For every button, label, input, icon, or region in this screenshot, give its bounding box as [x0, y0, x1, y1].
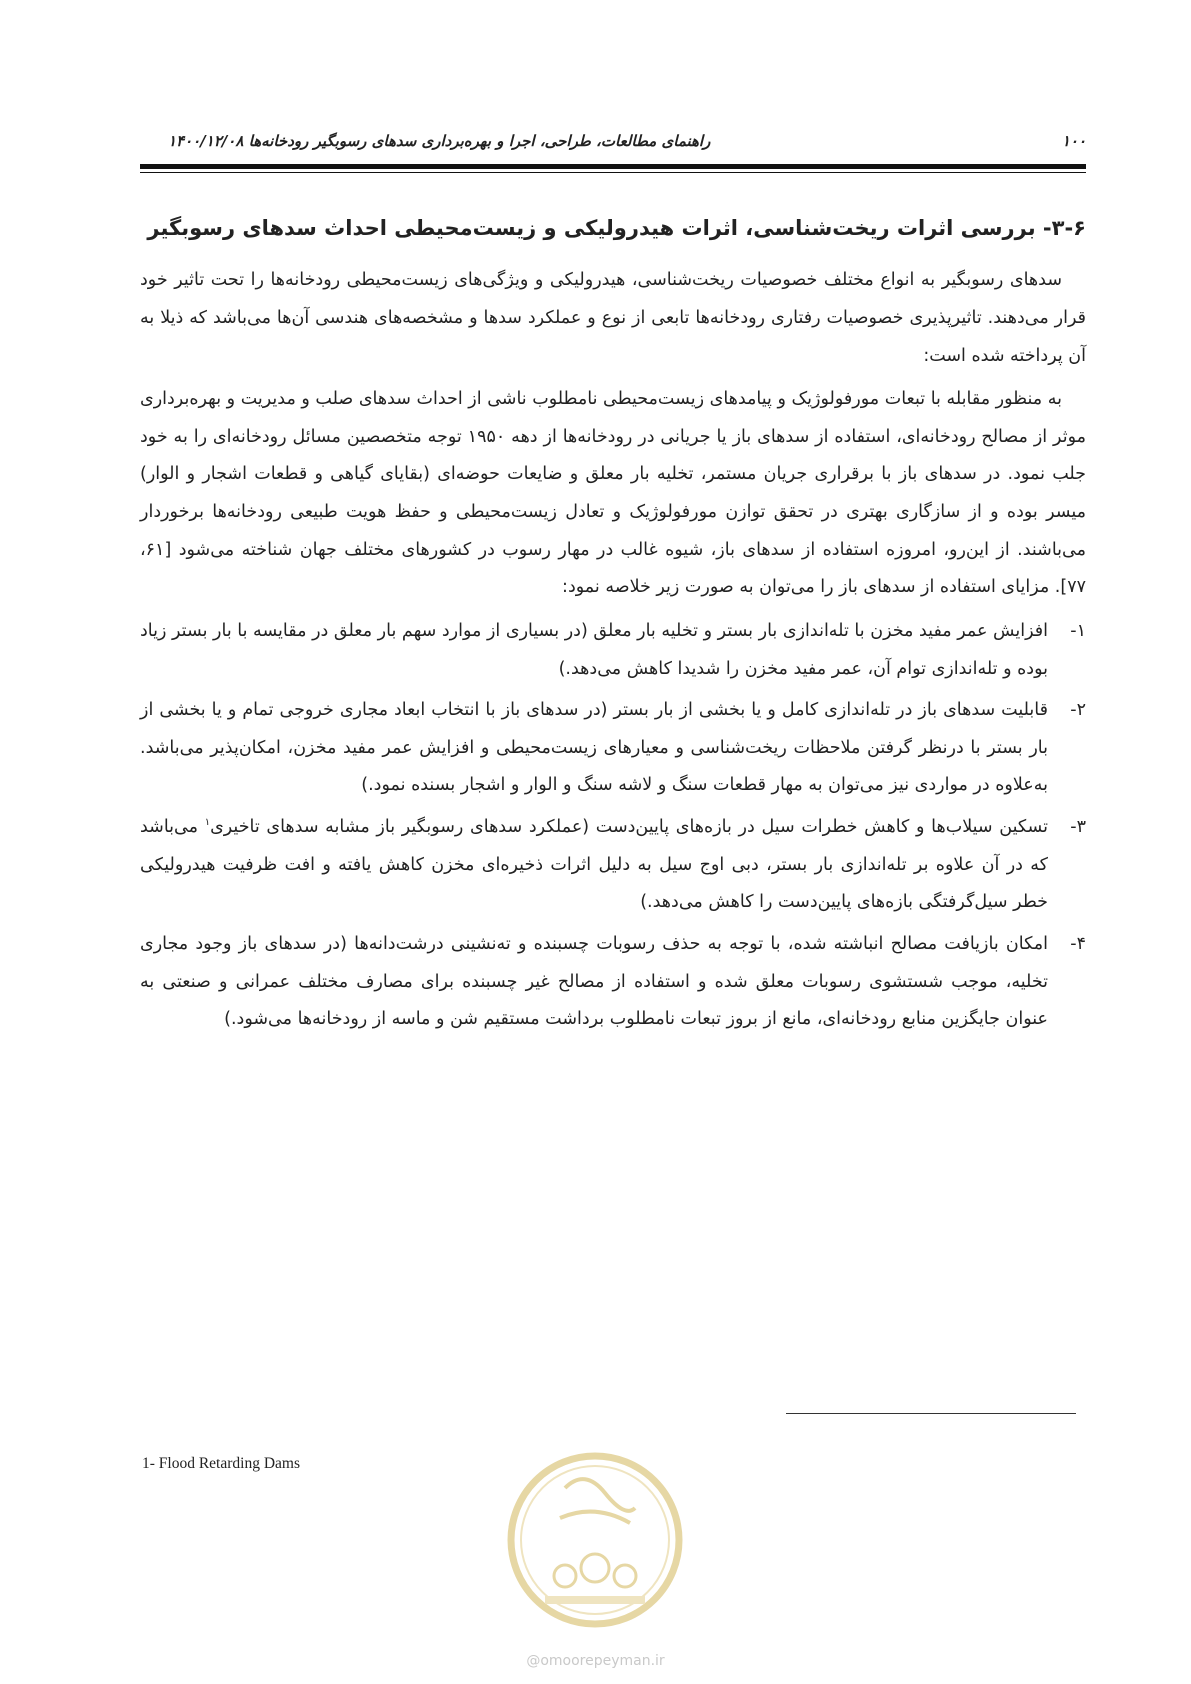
list-item-number: ۳-	[1070, 817, 1086, 838]
list-item-number: ۱-	[1070, 620, 1086, 641]
list-item	[140, 809, 1086, 922]
footnote-reference[interactable]: ۱	[204, 817, 211, 829]
list-item	[140, 613, 1086, 688]
header-rule-thick	[140, 164, 1086, 169]
list-item	[140, 926, 1086, 1039]
list-item-text: امکان بازیافت مصالح انباشته شده، با توجه به حذف رسوبات چسبنده و ته‌نشینی درشت‌دانه‌ها (در سدهای باز وجود مجاری تخلیه، موجب شستشوی رسوبات معلق شده و استفاده از مصالح غیر چسبنده برای مصارف مختلف عمرانی و صنعتی به عنوان جایگزین منابع رودخانه‌ای، مانع از بروز تبعات نامطلوب برداشت مستقیم شن و ماسه از رودخانه‌ها می‌شود.)	[140, 933, 1048, 1030]
paragraph-open-dams: به منظور مقابله با تبعات مورفولوژیک و پیامدهای زیست‌محیطی نامطلوب ناشی از احداث سدهای صلب و مدیریت و بهره‌برداری موثر از مصالح رودخانه‌ای، استفاده از سدهای باز یا جریانی در رودخانه‌ها از دهه ۱۹۵۰ توجه متخصصین مسائل رودخانه‌ای را به خود جلب نمود. در سدهای باز با برقراری جریان مستمر، تخلیه بار معلق و ضایعات حوضه‌ای (بقایای گیاهی و قطعات اشجار و الوار) میسر بوده و از سازگاری بهتری در تحقق توازن مورفولوژیک و تعادل زیست‌محیطی و حفظ هویت طبیعی رودخانه‌ها برخوردار می‌باشند. از این‌رو، امروزه استفاده از سدهای باز، شیوه غالب در مهار رسوب در کشورهای مختلف جهان شناخته می‌شود [۶۱، ۷۷]. مزایای استفاده از سدهای باز را می‌توان به صورت زیر خلاصه نمود:	[140, 389, 1086, 598]
list-item-text: قابلیت سدهای باز در تله‌اندازی کامل و یا بخشی از بار بستر (در سدهای باز با انتخاب ابعاد مجاری خروجی تمام و یا بخشی از بار بستر با درنظر گرفتن ملاحظات ریخت‌شناسی و معیارهای زیست‌محیطی و افزایش عمر مفید مخزن، امکان‌پذیر می‌باشد. به‌علاوه در مواردی نیز می‌توان به مهار قطعات سنگ و لاشه سنگ و الوار و اشجار بسنده نمود.)	[140, 700, 1048, 796]
watermark-seal-logo	[505, 1448, 685, 1648]
section-heading: ۳-۶- بررسی اثرات ریخت‌شناسی، اثرات هیدرولیکی و زیست‌محیطی احداث سدهای رسوبگیر	[147, 216, 1086, 240]
footnote-separator	[786, 1413, 1076, 1414]
header-title: راهنمای مطالعات، طراحی، اجرا و بهره‌برداری سدهای رسوبگیر رودخانه‌ها	[248, 132, 711, 150]
list-item-text	[140, 817, 1048, 912]
list-item-text: افزایش عمر مفید مخزن با تله‌اندازی بار بستر و تخلیه بار معلق (در بسیاری از موارد سهم بار معلق در مقایسه با بار بستر زیاد بوده و تله‌اندازی توام آن، عمر مفید مخزن را شدیدا کاهش می‌دهد.)	[140, 620, 1048, 679]
page-content	[140, 215, 1086, 1043]
paragraph-intro: سدهای رسوبگیر به انواع مختلف خصوصیات ریخت‌شناسی، هیدرولیکی و ویژگی‌های زیست‌محیطی رودخانه‌ها را تحت تاثیر خود قرار می‌دهند. تاثیرپذیری خصوصیات رفتاری رودخانه‌ها تابعی از نوع و عملکرد سدها و مشخصه‌های هندسی آن‌ها می‌باشد که ذیلا به آن پرداخته شده است:	[140, 270, 1086, 366]
list-item	[140, 692, 1086, 805]
list-item-text-part: تسکین سیلاب‌ها و کاهش خطرات سیل در بازه‌های پایین‌دست (عملکرد سدهای رسوبگیر باز مشابه سدهای تاخیری	[210, 817, 1048, 838]
page-header	[140, 120, 1086, 172]
header-rule-thin	[140, 172, 1086, 173]
running-title	[140, 132, 710, 150]
list-item-number: ۴-	[1070, 933, 1086, 954]
watermark-url: @omoorepeyman.ir	[526, 1653, 665, 1669]
page-number: ۱۰۰	[1061, 132, 1086, 150]
advantages-list	[140, 613, 1086, 1039]
list-item-text-part: می‌باشد که در آن علاوه بر تله‌اندازی بار بستر، دبی اوج سیل به دلیل اثرات ذخیره‌ای مخزن کاهش یافته و افت ظرفیت هیدرولیکی خطر سیل‌گرفتگی بازه‌های پایین‌دست را کاهش می‌دهد.)	[140, 817, 1048, 913]
list-item-number: ۲-	[1070, 700, 1086, 721]
footnote: 1- Flood Retarding Dams	[142, 1455, 300, 1472]
header-date: ۱۴۰۰/۱۲/۰۸	[168, 132, 244, 150]
